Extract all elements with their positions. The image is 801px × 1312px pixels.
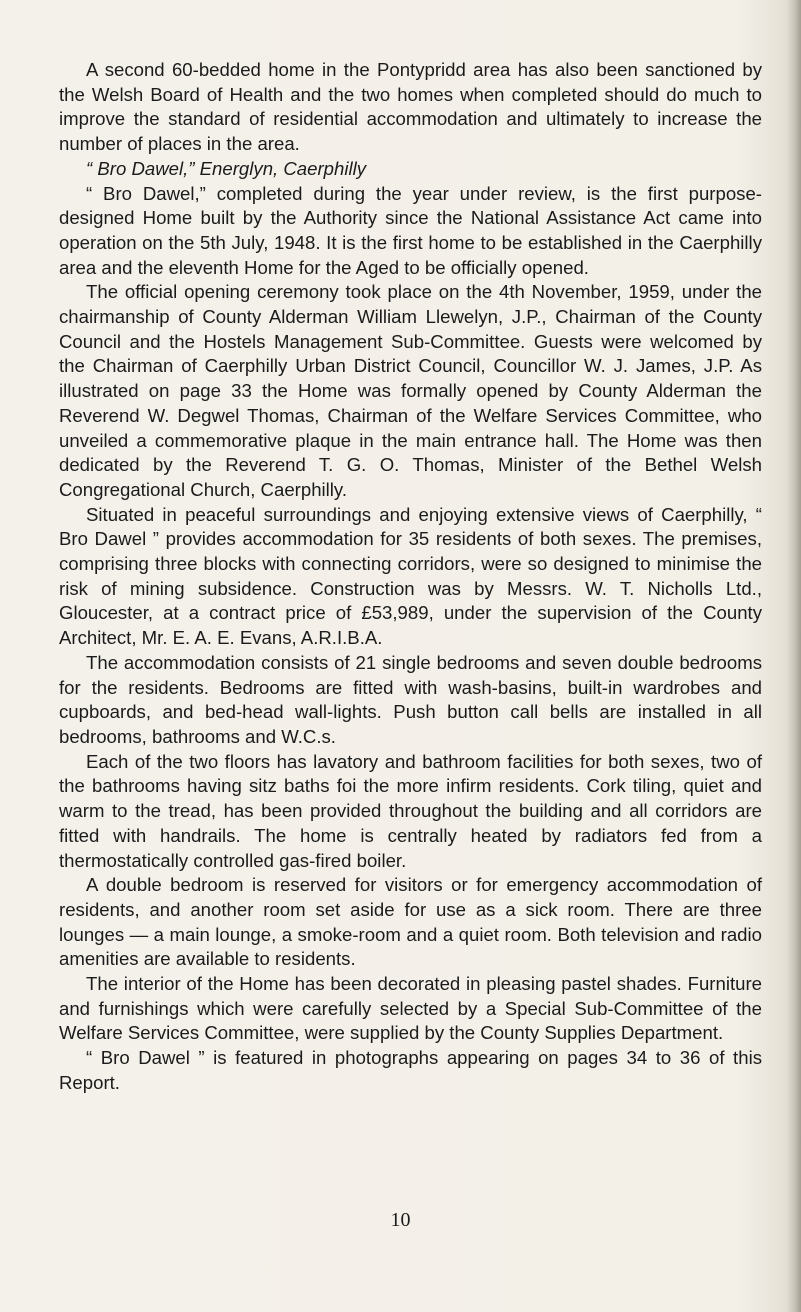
paragraph-3: Situated in peaceful surroundings and enjoying extensive views of Caerphilly, “ Bro Dawel ” provides accommodation for 35 residents of both sexes. The premises, comprising three blocks with connecting corridors, were so designed to minimise the risk of mining subsidence. Construction was by Messrs. W. T. Nicholls Ltd., Gloucester, at a contract price of £53,989, under the supervision of the County Architect, Mr. E. A. E. Evans, A.R.I.B.A.: [59, 503, 762, 649]
paragraph-4: The accommodation consists of 21 single bedrooms and seven double bedrooms for the residents. Bedrooms are fitted with wash-basins, built-in wardrobes and cupboards, and bed-head wall-lights. Push button call bells are installed in all bedrooms, bathrooms and W.C.s.: [59, 651, 762, 747]
page-number: 10: [390, 1209, 411, 1231]
paragraph-1: “ Bro Dawel,” completed during the year under review, is the first purpose-designed Home built by the Authority since the National Assistance Act came into operation on the 5th July, 1948. It is the first home to be established in the Caerphilly area and the eleventh Home for the Aged to be officially opened.: [59, 182, 762, 278]
paragraph-6: A double bedroom is reserved for visitors or for emergency accommodation of residents, and another room set aside for use as a sick room. There are three lounges — a main lounge, a smoke-room and a quiet room. Both television and radio amenities are available to residents.: [59, 874, 762, 970]
intro-paragraph: A second 60-bedded home in the Pontypridd area has also been sanctioned by the Welsh Board of Health and the two homes when completed should do much to improve the standard of residential accommodation and ultimately to increase the number of places in the area.: [59, 59, 762, 155]
paragraph-8: “ Bro Dawel ” is featured in photographs appearing on pages 34 to 36 of this Report.: [59, 1047, 762, 1093]
body-text: [59, 58, 762, 1096]
paragraph-7: The interior of the Home has been decorated in pleasing pastel shades. Furniture and furnishings which were carefully selected by a Special Sub-Committee of the Welfare Services Committee, were supplied by the County Supplies Department.: [59, 973, 762, 1044]
paragraph-5: Each of the two floors has lavatory and bathroom facilities for both sexes, two of the bathrooms having sitz baths foi the more infirm residents. Cork tiling, quiet and warm to the tread, has been provided throughout the building and all corridors are fitted with handrails. The home is centrally heated by radiators fed from a thermostatically controlled gas-fired boiler.: [59, 750, 762, 871]
page-edge-shadow: [787, 0, 801, 1312]
paragraph-2: The official opening ceremony took place on the 4th November, 1959, under the chairmanship of County Alderman William Llewelyn, J.P., Chairman of the County Council and the Hostels Management Sub-Committee. Guests were welcomed by the Chairman of Caerphilly Urban District Council, Councillor W. J. James, J.P. As illustrated on page 33 the Home was formally opened by County Alderman the Reverend W. Degwel Thomas, Chairman of the Welfare Services Committee, who unveiled a commemorative plaque in the main entrance hall. The Home was then dedicated by the Reverend T. G. O. Thomas, Minister of the Bethel Welsh Congregational Church, Caerphilly.: [59, 281, 762, 500]
section-heading: “ Bro Dawel,” Energlyn, Caerphilly: [86, 157, 367, 179]
